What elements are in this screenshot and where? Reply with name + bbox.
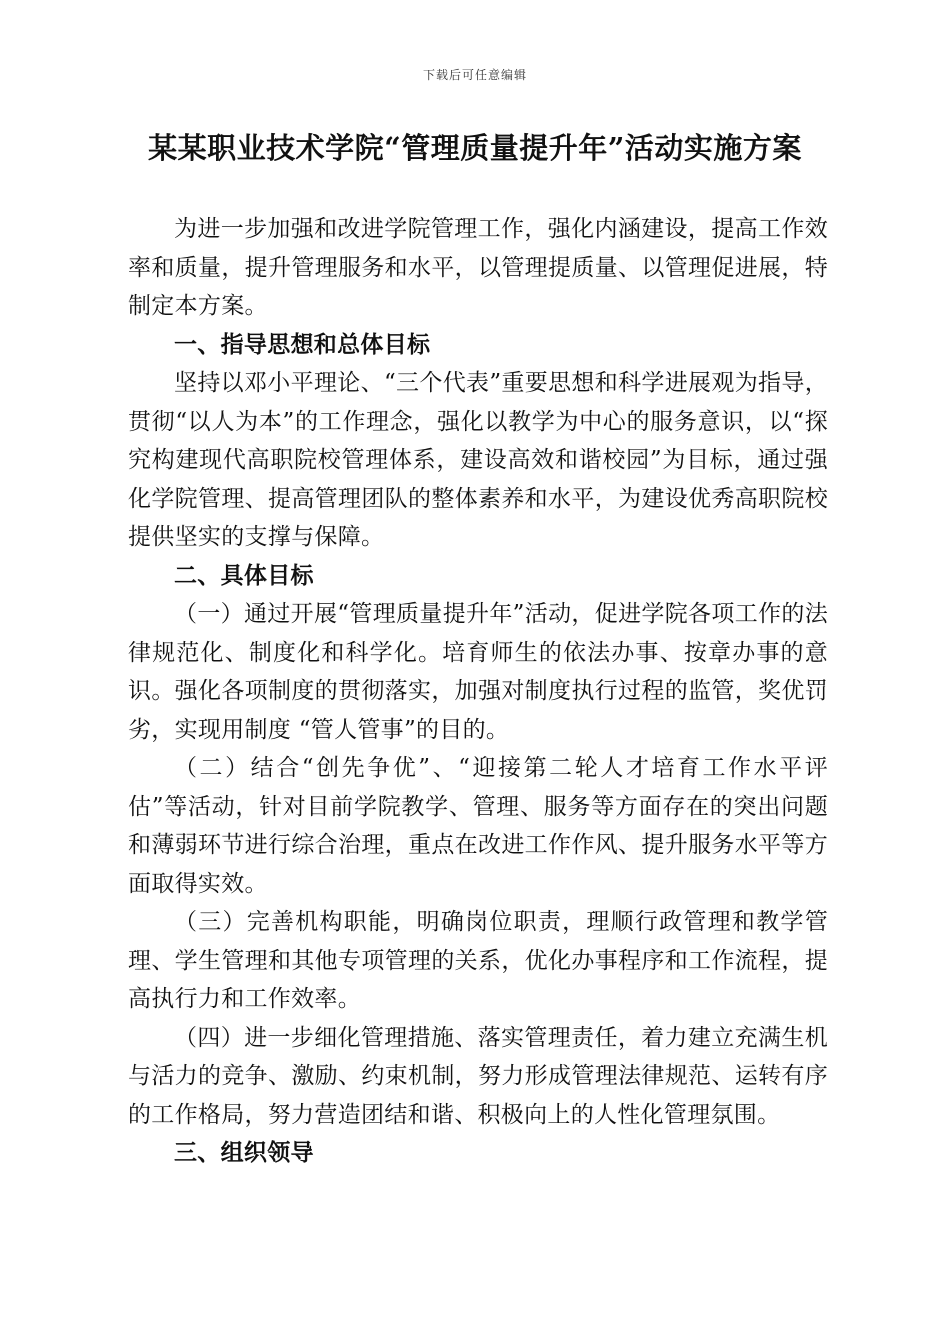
section-heading-specific-goals: 二、具体目标 [174, 561, 314, 589]
guiding-ideology-paragraph: 坚持以邓小平理论、“三个代表”重要思想和科学进展观为指导，贯彻“以人为本”的工作理念，强化以教学为中心的服务意识，以“探究构建现代高职院校管理体系，建设高效和谐校园”为目标，通过强化学院管理、提高管理团队的整体素养和水平，为建设优秀高职院校提供坚实的支撑与保障。 [128, 370, 828, 550]
intro-paragraph: 为进一步加强和改进学院管理工作，强化内涵建设，提高工作效率和质量，提升管理服务和水平，以管理提质量、以管理促进展，特制定本方案。 [128, 216, 828, 319]
goal-paragraph-4: （四）进一步细化管理措施、落实管理责任，着力建立充满生机与活力的竞争、激励、约束机制，努力形成管理法律规范、运转有序的工作格局，努力营造团结和谐、积极向上的人性化管理氛围。 [128, 1024, 828, 1128]
header-note: 下载后可任意编辑 [422, 68, 527, 82]
section-heading-guiding-ideology: 一、指导思想和总体目标 [174, 330, 431, 358]
goal-paragraph-3: （三）完善机构职能，明确岗位职责，理顺行政管理和教学管理、学生管理和其他专项管理的关系，优化办事程序和工作流程，提高执行力和工作效率。 [128, 909, 828, 1012]
goal-paragraph-1: （一）通过开展“管理质量提升年”活动，促进学院各项工作的法律规范化、制度化和科学化。培育师生的依法办事、按章办事的意识。强化各项制度的贯彻落实，加强对制度执行过程的监管，奖优罚劣，实现用制度 “管人管事”的目的。 [128, 601, 828, 743]
section-heading-organization: 三、组织领导 [174, 1139, 314, 1166]
goal-paragraph-2: （二）结合“创先争优”、“迎接第二轮人才培育工作水平评估”等活动，针对目前学院教学、管理、服务等方面存在的突出问题和薄弱环节进行综合治理，重点在改进工作作风、提升服务水平等方面取得实效。 [128, 755, 828, 897]
document-body [128, 210, 828, 1173]
document-title: 某某职业技术学院“管理质量提升年”活动实施方案 [148, 131, 802, 165]
